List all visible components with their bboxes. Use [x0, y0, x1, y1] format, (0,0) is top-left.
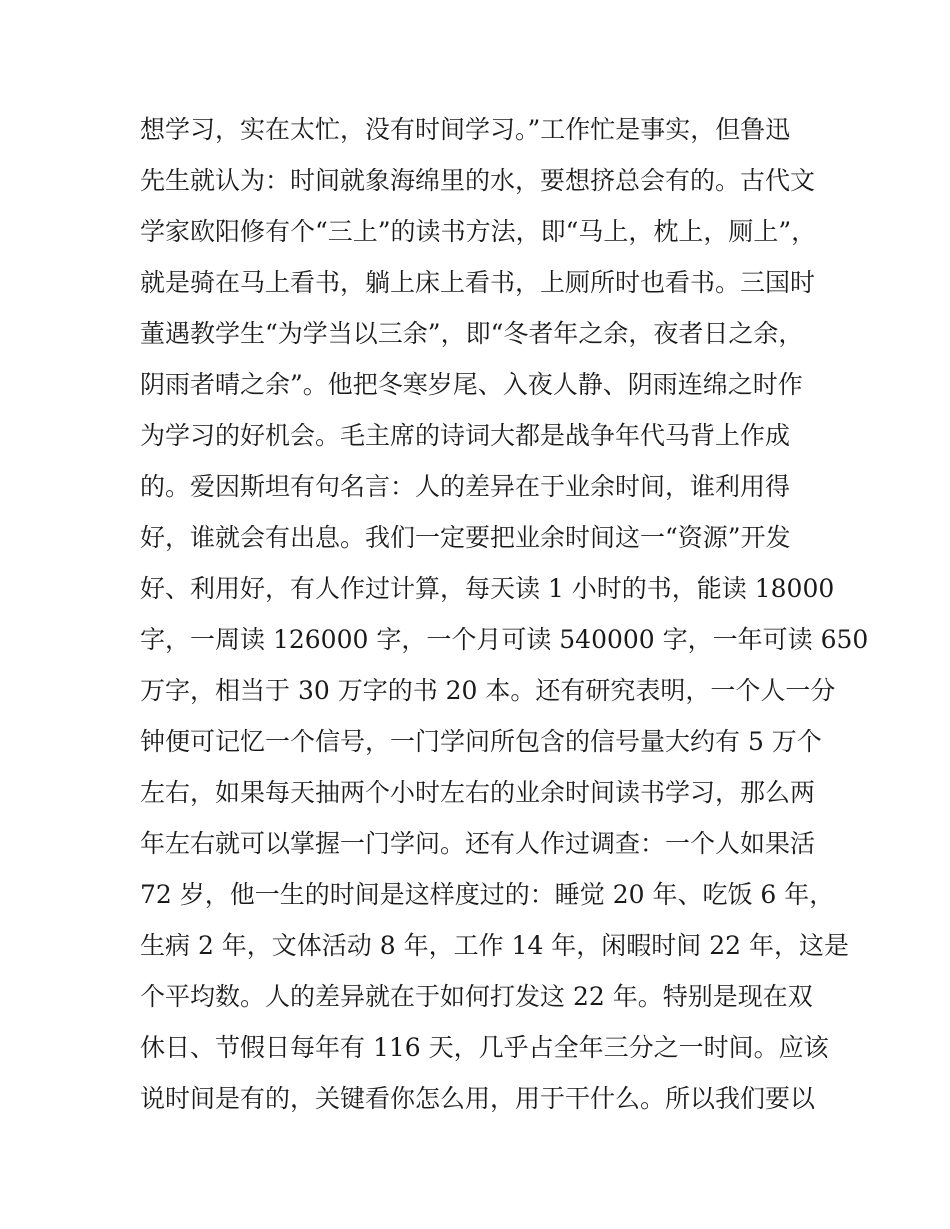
text-line: 年左右就可以掌握一门学问。还有人作过调查：一个人如果活: [140, 829, 816, 858]
text-line: 万字，相当于 30 万字的书 20 本。还有研究表明，一个人一分: [140, 676, 836, 705]
text-line: 好、利用好，有人作过计算，每天读 1 小时的书，能读 18000: [140, 574, 835, 603]
text-line: 字，一周读 126000 字，一个月可读 540000 字，一年可读 650: [140, 625, 869, 654]
text-line: 好，谁就会有出息。我们一定要把业余时间这一“资源”开发: [140, 523, 791, 552]
text-line: 休日、节假日每年有 116 天，几乎占全年三分之一时间。应该: [140, 1033, 829, 1062]
text-line: 就是骑在马上看书，躺上床上看书，上厕所时也看书。三国时: [140, 268, 816, 297]
text-line: 的。爱因斯坦有句名言：人的差异在于业余时间，谁利用得: [140, 472, 791, 501]
text-line: 钟便可记忆一个信号，一门学问所包含的信号量大约有 5 万个: [140, 727, 822, 756]
text-line: 为学习的好机会。毛主席的诗词大都是战争年代马背上作成: [140, 421, 791, 450]
text-line: 72 岁，他一生的时间是这样度过的：睡觉 20 年、吃饭 6 年，: [140, 880, 835, 909]
text-line: 生病 2 年，文体活动 8 年，工作 14 年，闲暇时间 22 年，这是: [140, 931, 850, 960]
text-line: 学家欧阳修有个“三上”的读书方法，即“马上，枕上，厕上”，: [140, 217, 817, 246]
text-line: 先生就认为：时间就象海绵里的水，要想挤总会有的。古代文: [140, 166, 816, 195]
text-line: 个平均数。人的差异就在于如何打发这 22 年。特别是现在双: [140, 982, 813, 1011]
body-paragraph: [140, 104, 869, 1124]
text-line: 想学习，实在太忙，没有时间学习。”工作忙是事实，但鲁迅: [140, 115, 791, 144]
text-line: 董遇教学生“为学当以三余”，即“冬者年之余，夜者日之余，: [140, 319, 804, 348]
text-line: 说时间是有的，关键看你怎么用，用于干什么。所以我们要以: [140, 1084, 816, 1113]
text-line: 阴雨者晴之余”。他把冬寒岁尾、入夜人静、阴雨连绵之时作: [140, 370, 803, 399]
text-line: 左右，如果每天抽两个小时左右的业余时间读书学习，那么两: [140, 778, 816, 807]
